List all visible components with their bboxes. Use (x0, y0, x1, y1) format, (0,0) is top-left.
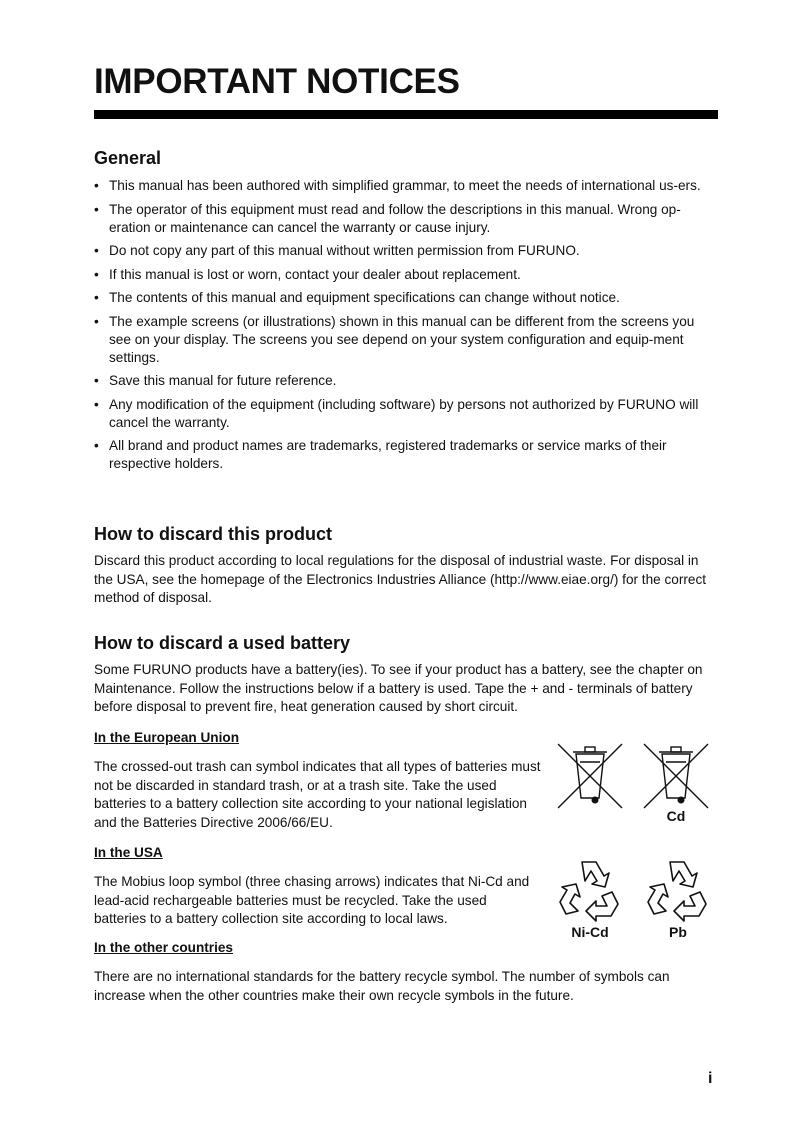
crossed-bin-cd-icon (640, 740, 712, 817)
list-item: • If this manual is lost or worn, contact your dealer about replacement. (94, 266, 718, 284)
discard-battery-text: Some FURUNO products have a battery(ies). To see if your product has a battery, see the chapter on Maintenance. Follow the instructions below if a battery is used. Tape the + and - terminals of battery before disposal to prevent fire, heat generation caused by short circuit. (94, 662, 703, 714)
page-number: i (708, 1070, 713, 1087)
cd-label: Cd (666, 808, 686, 824)
general-list (94, 177, 718, 473)
list-item: • All brand and product names are trademarks, registered trademarks or service marks of their respective holders. (94, 437, 718, 473)
list-item: • The contents of this manual and equipment specifications can change without notice. (94, 289, 718, 307)
usa-text: The Mobius loop symbol (three chasing arrows) indicates that Ni-Cd and lead-acid rechargeable batteries must be recycled. Take the used batteries to a battery collection site according to local laws. (94, 874, 530, 926)
list-item: • The example screens (or illustrations) shown in this manual can be different from the screens you see on your display. The screens you see depend on your system configuration and equip-ment settings. (94, 313, 718, 367)
list-item: • This manual has been authored with simplified grammar, to meet the needs of international us-ers. (94, 177, 718, 195)
pb-label: Pb (669, 924, 687, 940)
discard-battery-section (94, 633, 718, 717)
list-item: • Save this manual for future reference. (94, 372, 718, 390)
recycle-pb-icon (644, 856, 710, 927)
eu-heading: In the European Union (94, 730, 239, 745)
list-item: • Any modification of the equipment (including software) by persons not authorized by FURUNO will cancel the warranty. (94, 396, 718, 432)
recycle-nicd-icon (556, 856, 622, 927)
crossed-bin-icon (554, 740, 626, 817)
discard-product-section (94, 524, 718, 608)
discard-product-heading: How to discard this product (94, 524, 333, 544)
general-heading: General (94, 148, 162, 168)
general-section (94, 148, 718, 479)
eu-text: The crossed-out trash can symbol indicates that all types of batteries must not be discarded in standard trash, or at a trash site. Take the used batteries to a battery collection site according to your national legislation and the Batteries Directive 2006/66/EU. (94, 759, 541, 830)
discard-product-text: Discard this product according to local regulations for the disposal of industrial waste. For disposal in the USA, see the homepage of the Electronics Industries Alliance (http://www.eiae.org/) for the correct method of disposal. (94, 553, 707, 605)
page-title: IMPORTANT NOTICES (94, 62, 460, 101)
nicd-label: Ni-Cd (571, 924, 609, 940)
other-text: There are no international standards for the battery recycle symbol. The number of symbols can increase when the other countries make their own recycle symbols in the future. (94, 969, 670, 1003)
title-rule (94, 110, 718, 119)
list-item: • The operator of this equipment must read and follow the descriptions in this manual. Wrong op-eration or maintenance can cancel the warranty or cause injury. (94, 201, 718, 237)
usa-heading: In the USA (94, 845, 163, 860)
discard-battery-heading: How to discard a used battery (94, 633, 351, 653)
other-heading: In the other countries (94, 940, 233, 955)
list-item: • Do not copy any part of this manual without written permission from FURUNO. (94, 242, 718, 260)
